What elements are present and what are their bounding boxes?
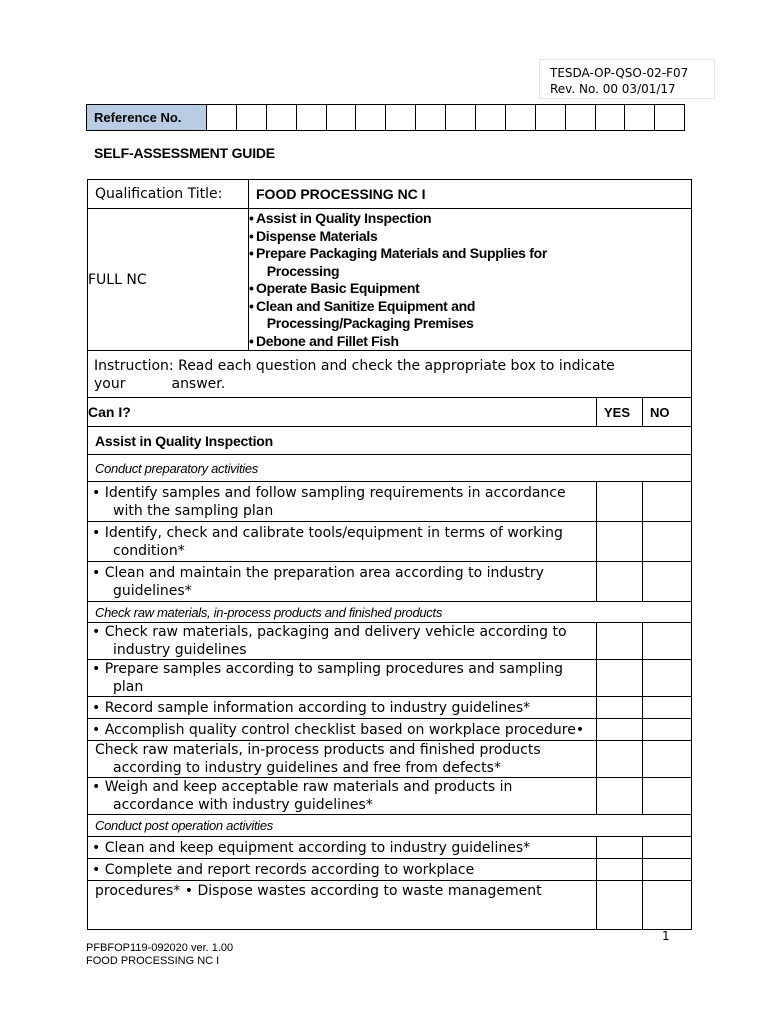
no-checkbox[interactable] xyxy=(643,522,692,562)
reference-digit-box[interactable] xyxy=(236,105,266,131)
no-column-header: NO xyxy=(643,398,692,427)
instruction-text xyxy=(88,351,692,398)
reference-digit-box[interactable] xyxy=(416,105,446,131)
no-checkbox[interactable] xyxy=(643,778,692,815)
question-row xyxy=(88,741,692,778)
yes-checkbox[interactable] xyxy=(597,837,643,859)
yes-checkbox[interactable] xyxy=(597,562,643,602)
unit-item: • Assist in Quality Inspection xyxy=(249,210,691,228)
unit-item-continuation: Processing/Packaging Premises xyxy=(256,315,474,331)
reference-digit-box[interactable] xyxy=(326,105,356,131)
yes-checkbox[interactable] xyxy=(597,859,643,881)
reference-digit-box[interactable] xyxy=(356,105,386,131)
question-text: • Prepare samples according to sampling procedures and sampling plan xyxy=(88,660,597,697)
instruction-word: answer. xyxy=(171,375,226,392)
footer-qualification: FOOD PROCESSING NC I xyxy=(86,955,220,967)
instruction-word: your xyxy=(94,375,126,392)
no-checkbox[interactable] xyxy=(643,719,692,741)
page-number: 1 xyxy=(662,929,670,943)
reference-number-label: Reference No. xyxy=(87,105,207,131)
yes-column-header: YES xyxy=(597,398,643,427)
yes-checkbox[interactable] xyxy=(597,623,643,660)
instruction-line xyxy=(94,375,685,393)
question-row xyxy=(88,881,692,930)
reference-digit-box[interactable] xyxy=(386,105,416,131)
table-header-row xyxy=(88,398,692,427)
footer-doc-code: PFBFOP119-092020 ver. 1.00 xyxy=(86,942,234,954)
instruction-row xyxy=(88,351,692,398)
question-row xyxy=(88,719,692,741)
no-checkbox[interactable] xyxy=(643,562,692,602)
qualification-row xyxy=(88,180,692,209)
full-nc-row xyxy=(88,209,692,351)
qualification-title-value: FOOD PROCESSING NC I xyxy=(249,180,692,209)
reference-digit-box[interactable] xyxy=(535,105,565,131)
reference-digit-box[interactable] xyxy=(625,105,655,131)
question-text: • Check raw materials, packaging and delivery vehicle according to industry guidelines xyxy=(88,623,597,660)
section-title: Assist in Quality Inspection xyxy=(88,427,692,455)
question-row xyxy=(88,697,692,719)
reference-number-table xyxy=(86,104,685,131)
question-text: • Weigh and keep acceptable raw materials and products in accordance with industry guidelines* xyxy=(88,778,597,815)
unit-item: • Clean and Sanitize Equipment and xyxy=(249,298,691,316)
question-row xyxy=(88,482,692,522)
question-row xyxy=(88,562,692,602)
question-text: • Identify samples and follow sampling requirements in accordance with the sampling plan xyxy=(88,482,597,522)
question-row xyxy=(88,660,692,697)
can-i-header: Can I? xyxy=(88,398,597,427)
yes-checkbox[interactable] xyxy=(597,741,643,778)
reference-digit-box[interactable] xyxy=(446,105,476,131)
reference-digit-box[interactable] xyxy=(207,105,237,131)
question-text: • Clean and maintain the preparation area according to industry guidelines* xyxy=(88,562,597,602)
question-text: • Clean and keep equipment according to industry guidelines* xyxy=(88,837,597,859)
yes-checkbox[interactable] xyxy=(597,881,643,930)
subsection-title: Conduct preparatory activities xyxy=(88,455,692,482)
unit-item: • Dispense Materials xyxy=(249,228,691,246)
no-checkbox[interactable] xyxy=(643,482,692,522)
footer xyxy=(86,942,233,968)
reference-digit-box[interactable] xyxy=(595,105,625,131)
question-row xyxy=(88,522,692,562)
no-checkbox[interactable] xyxy=(643,623,692,660)
unit-item: • Prepare Packaging Materials and Supplies for xyxy=(249,245,691,263)
question-row xyxy=(88,623,692,660)
form-code-box xyxy=(539,59,715,99)
question-text: procedures* • Dispose wastes according to waste management xyxy=(88,881,597,930)
yes-checkbox[interactable] xyxy=(597,522,643,562)
guide-title: SELF-ASSESSMENT GUIDE xyxy=(94,145,275,161)
no-checkbox[interactable] xyxy=(643,859,692,881)
yes-checkbox[interactable] xyxy=(597,778,643,815)
reference-digit-box[interactable] xyxy=(565,105,595,131)
unit-item: • Operate Basic Equipment xyxy=(249,280,691,298)
instruction-line: Instruction: Read each question and check the appropriate box to indicate xyxy=(94,357,615,374)
yes-checkbox[interactable] xyxy=(597,697,643,719)
no-checkbox[interactable] xyxy=(643,660,692,697)
subsection-title: Conduct post operation activities xyxy=(88,815,692,837)
no-checkbox[interactable] xyxy=(643,741,692,778)
unit-item-continuation: Processing xyxy=(256,262,340,279)
full-nc-label: FULL NC xyxy=(88,209,249,351)
no-checkbox[interactable] xyxy=(643,881,692,930)
question-row xyxy=(88,778,692,815)
no-checkbox[interactable] xyxy=(643,697,692,719)
unit-item: • Debone and Fillet Fish xyxy=(249,333,691,351)
revision-number: Rev. No. 00 03/01/17 xyxy=(550,82,676,96)
question-row xyxy=(88,837,692,859)
reference-digit-box[interactable] xyxy=(655,105,685,131)
qualification-title-label: Qualification Title: xyxy=(88,180,249,209)
form-code: TESDA-OP-QSO-02-F07 xyxy=(550,66,689,80)
assessment-table xyxy=(87,179,692,930)
no-checkbox[interactable] xyxy=(643,837,692,859)
question-text: • Complete and report records according to workplace xyxy=(88,859,597,881)
yes-checkbox[interactable] xyxy=(597,719,643,741)
question-text: • Accomplish quality control checklist based on workplace procedure• xyxy=(88,719,597,741)
subsection-title: Check raw materials, in-process products and finished products xyxy=(88,602,692,623)
reference-digit-box[interactable] xyxy=(476,105,506,131)
reference-digit-box[interactable] xyxy=(296,105,326,131)
units-list xyxy=(249,209,692,351)
yes-checkbox[interactable] xyxy=(597,660,643,697)
reference-digit-box[interactable] xyxy=(505,105,535,131)
question-row xyxy=(88,859,692,881)
yes-checkbox[interactable] xyxy=(597,482,643,522)
question-text: • Identify, check and calibrate tools/equipment in terms of working condition* xyxy=(88,522,597,562)
reference-digit-box[interactable] xyxy=(266,105,296,131)
question-text: Check raw materials, in-process products and finished products according to industry guidelines and free from defects* xyxy=(88,741,597,778)
question-text: • Record sample information according to industry guidelines* xyxy=(88,697,597,719)
